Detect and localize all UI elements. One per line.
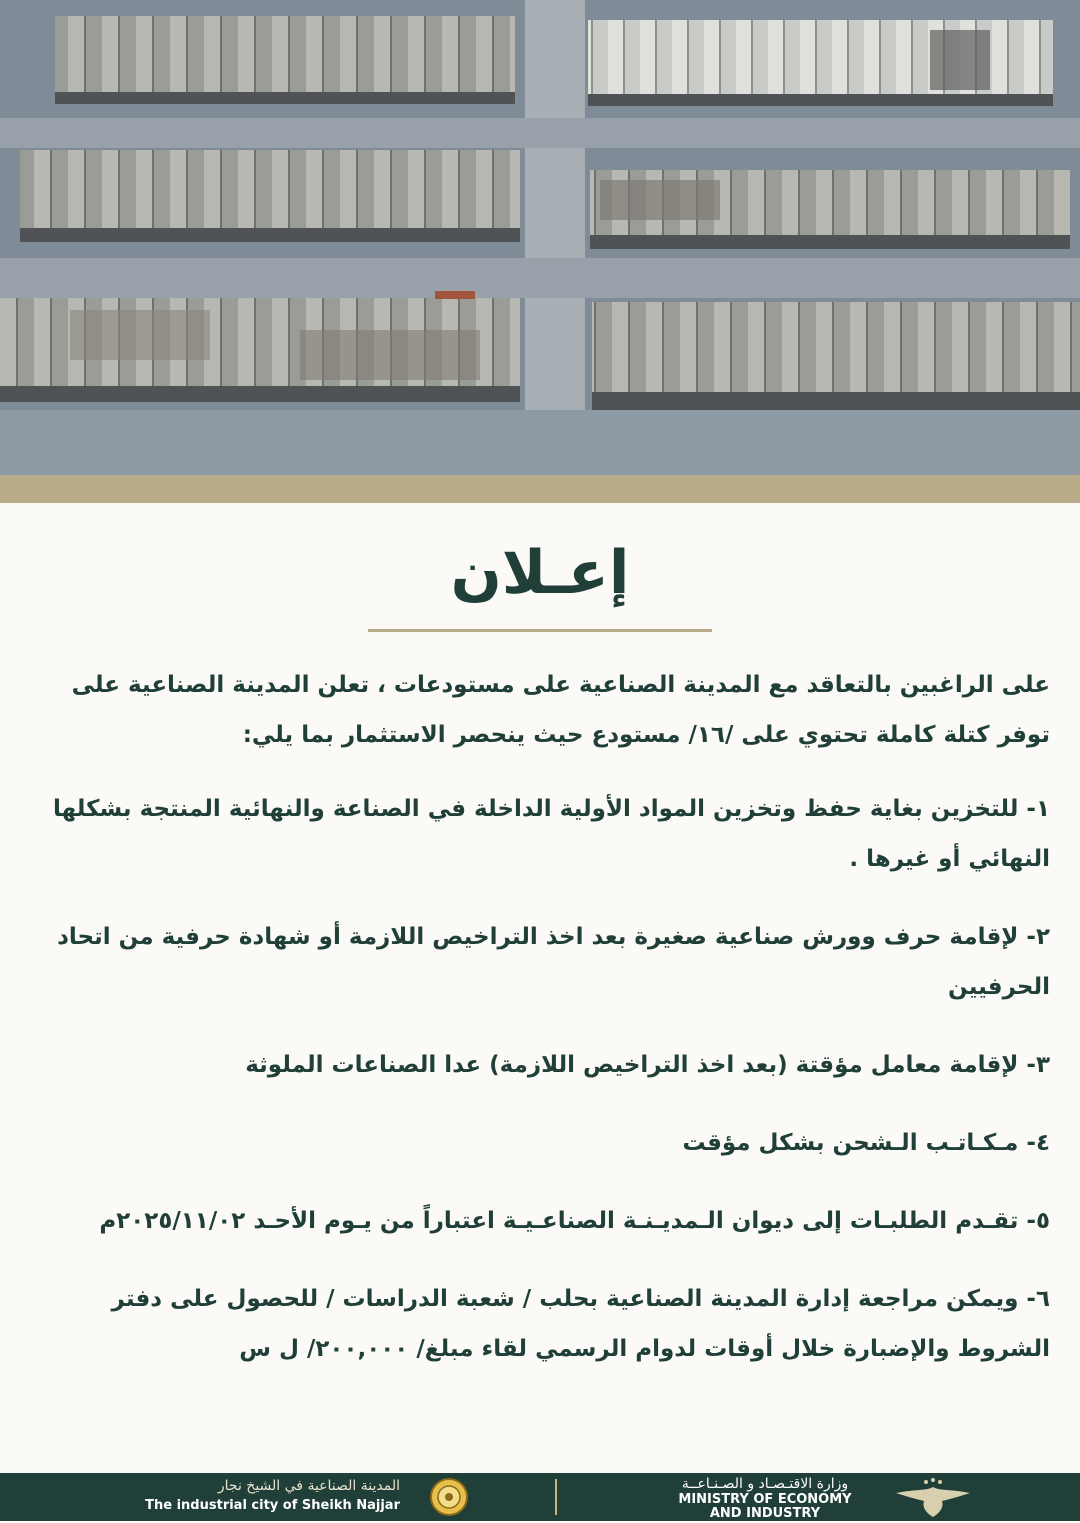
ministry-name-english xyxy=(640,1493,890,1521)
list-item: ٤- مـكـاتـب الـشحن بشكل مؤقت xyxy=(682,1130,1050,1156)
ministry-english-line-1: MINISTRY OF ECONOMY xyxy=(678,1492,852,1507)
page-title: إعـلان xyxy=(450,538,630,608)
footer-bar xyxy=(0,1473,1080,1521)
list-item: ١- للتخزين بغاية حفظ وتخزين المواد الأولية الداخلة في الصناعة والنهائية المنتجة بشكلها النهائي أو غيرها . xyxy=(52,796,1050,872)
announcement-intro: على الراغبين بالتعاقد مع المدينة الصناعية على مستودعات ، تعلن المدينة الصناعية على توفر كتلة كاملة تحتوي على /١٦/ مستودع حيث ينحصر الاستثمار بما يلي: xyxy=(71,672,1050,748)
list-item: ٦- ويمكن مراجعة إدارة المدينة الصناعية بحلب / شعبة الدراسات / للحصول على دفتر الشروط والإضبارة خلال أوقات لدوام الرسمي لقاء مبلغ/ ٢٠٠,٠٠٠/ ل س xyxy=(111,1286,1050,1362)
ministry-english-line-2: AND INDUSTRY xyxy=(709,1506,821,1521)
title-underline xyxy=(368,629,712,632)
gold-divider-band xyxy=(0,475,1080,503)
city-name-arabic: المدينة الصناعية في الشيخ نجار xyxy=(217,1478,400,1494)
city-name-english: The industrial city of Sheikh Najjar xyxy=(145,1498,400,1513)
announcement-body xyxy=(42,660,1050,1402)
footer-divider xyxy=(555,1479,557,1515)
industrial-city-logo-icon xyxy=(418,1477,480,1517)
ministry-name-arabic: وزارة الاقتـصـاد و الصـنـاعــة xyxy=(681,1476,849,1492)
list-item: ٥- تقـدم الطلبـات إلى ديوان الـمديـنـة الصناعـيـة اعتباراً من يـوم الأحـد ٢٠٢٥/١١/٠٢م xyxy=(99,1208,1050,1234)
aerial-warehouse-photo xyxy=(0,0,1080,475)
syrian-eagle-emblem-icon xyxy=(886,1477,976,1519)
list-item: ٣- لإقامة معامل مؤقتة (بعد اخذ التراخيص اللازمة) عدا الصناعات الملوثة xyxy=(245,1052,1050,1078)
list-item: ٢- لإقامة حرف وورش صناعية صغيرة بعد اخذ التراخيص اللازمة أو شهادة حرفية من اتحاد الحرفيين xyxy=(57,924,1050,1000)
